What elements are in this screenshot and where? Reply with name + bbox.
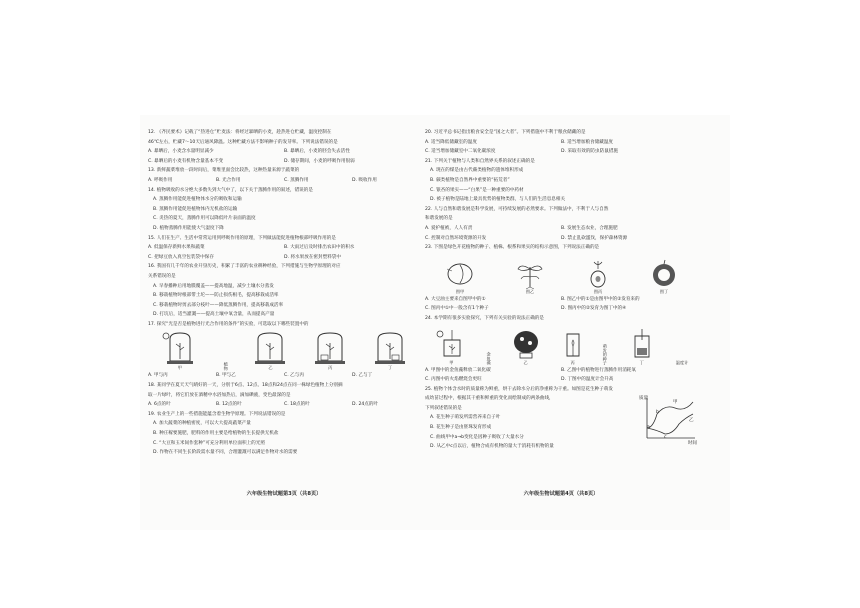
q25-option-d: D. 从乙中c点以后，植物合成有机物的量大于消耗有机物的量 xyxy=(430,444,554,450)
q24-note-thermometer-wrap xyxy=(676,360,689,365)
q24-option-a: A. 甲图中的金鱼藻释放二氧化碳 xyxy=(425,367,491,373)
q22-option-a: A. 爱护植被，人人有责 xyxy=(425,225,473,231)
q23-option-d: D. 图丙中的②发育为图丁中的④ xyxy=(561,306,627,312)
q25-stem-2: 成幼苗过程中，根据其干重和鲜重的变化而绘制成的两条曲线， xyxy=(425,396,554,402)
q25-graph-xlabel: 时间 xyxy=(687,441,697,447)
q25-stem-3: 下列叙述错误的是 xyxy=(425,405,462,411)
q24-option-c: C. 丙图中的火焰燃烧会更旺 xyxy=(425,377,482,383)
q16-option-a: A. 早春播种后用地膜覆盖——提高地温，减少土壤水分蒸发 xyxy=(153,283,274,289)
right-column xyxy=(425,128,697,452)
q23-label-jia: 图甲 xyxy=(455,288,465,294)
q18-stem-1: 18. 某同学在夏天天气晴好的一天，分别于6点、12点、18点和24点在同一株绿色植物上分别摘 xyxy=(148,383,343,389)
q19-option-b: B. 种庄稼要施肥，肥料的作用主要是给植物的生长提供无机盐 xyxy=(153,431,279,437)
q14-stem: 14. 植物吸收的水分绝大多数失到大气中了，以下关于蒸腾作用的叙述，错误的是 xyxy=(148,187,313,193)
q24-label-bing: 丙 xyxy=(570,359,575,365)
q23-plant-figure xyxy=(513,259,547,294)
q25-point-a: a xyxy=(647,425,650,431)
q12-stem-2: 46℃左右，贮藏7～10天后通风降温。这种贮藏方法不影响种子的发芽率。下列说法错误的是 xyxy=(148,139,338,145)
q25-text xyxy=(425,394,639,452)
q23-stem: 23. 下图是绿色开花植物的种子、植株、根系和果实的结构示意图，下列说法正确的是 xyxy=(425,245,600,251)
q13-option-b: B. 光合作用 xyxy=(216,177,241,183)
q25-body xyxy=(425,394,697,452)
q25-option-b: B. 花生种子是由胚珠发育形成 xyxy=(430,425,492,431)
q25-curve-label-yi: 乙 xyxy=(689,418,694,424)
q12-option-c: C. 暴晒后的小麦有机物含量基本不变 xyxy=(148,158,224,164)
q23-options-row xyxy=(425,304,697,314)
q19-stem: 19. 农业生产上的一些措施能蕴含着生物学原理。下列说法错误的是 xyxy=(148,411,286,417)
seed-icon xyxy=(443,259,477,289)
q23-label-yi: 图乙 xyxy=(525,288,535,294)
q25-curve-label-jia: 甲 xyxy=(673,400,678,406)
q17-options-row xyxy=(148,371,420,381)
q20-options-row xyxy=(425,138,697,148)
q12-option-b: B. 暴晒后，小麦的胚会失去活性 xyxy=(284,149,350,155)
exam-sheet xyxy=(140,115,730,530)
q15-stem: 15. 人们在生产、生活中常常运用到呼吸作用的原理，下列做法能促进植物根部呼吸作用的是 xyxy=(148,235,336,241)
q21-option-b: B. 蕨类植物是自然界中重要的“拓荒者” xyxy=(430,177,510,183)
q24-options-row xyxy=(425,366,697,376)
q24-figure-ding xyxy=(625,328,659,365)
q16-option-c: C. 移栽植物时剪去部分枝叶——降低蒸腾作用，提高移栽成活率 xyxy=(153,302,284,308)
bell-jar-icon xyxy=(160,331,200,365)
q18-option-d: D. 24点的叶 xyxy=(352,402,379,408)
q18-option-a: A. 6点的叶 xyxy=(148,402,171,408)
q25-option-c: C. 曲线甲中a→b变化是因种子吸收了大量水分 xyxy=(430,434,524,440)
q17-label-jia: 甲 xyxy=(177,365,182,371)
bell-jar-icon xyxy=(252,331,288,365)
q20-option-a: A. 适当降低储藏室的温度 xyxy=(425,139,477,145)
q12-stem-1: 12. 《齐民要术》记载了“热进仓”贮麦法：将经过暴晒的小麦，趁热进仓贮藏，温度控制在 xyxy=(148,130,332,135)
q23-option-a: A. 大豆油主要来自图甲中的① xyxy=(425,296,486,302)
q24-label-ding: 丁 xyxy=(639,359,644,365)
q16-stem-1: 16. 我国有几千年的农业开垦历史，积累了丰富的农业耕种经验，下列措施与生物学原理的对应 xyxy=(148,264,341,270)
beaker-aquatic-plant-icon xyxy=(434,328,470,360)
q12-options-row xyxy=(148,147,420,157)
q19-option-a: A. 加大蔬菜的种植密度，可以大大提高蔬菜产量 xyxy=(153,421,251,427)
q17-label-bing: 丙 xyxy=(328,365,333,371)
q24-note-seeds-wrap xyxy=(603,344,608,365)
q15-option-c: C. 把绿豆放入真空包装袋中保存 xyxy=(148,254,214,260)
fruit-icon xyxy=(649,259,679,289)
curve-yi xyxy=(647,414,693,434)
q24-figure-bing xyxy=(560,328,586,365)
q25-point-b: b xyxy=(656,410,659,416)
q13-option-c: C. 蒸腾作用 xyxy=(284,177,309,183)
q22-option-b: B. 发展生态农业，合理施肥 xyxy=(561,225,618,231)
q19-option-c: C. “大豆和玉米间作套种”可充分利用单位面积上的光照 xyxy=(153,440,265,446)
q23-option-c: C. 图丙中①中一般含有1个种子 xyxy=(425,306,489,312)
q18-option-c: C. 18点的叶 xyxy=(284,402,310,408)
q25-graph-ylabel: 质量 xyxy=(639,396,649,402)
q16-stem-2: 关系错误的是 xyxy=(148,273,176,279)
q15-options-row xyxy=(148,253,420,263)
q17-plant-note: 植物 xyxy=(223,362,229,371)
q23-fruit-figure xyxy=(649,259,679,294)
q23-option-b: B. 图乙中的①是由图甲中的②发育来的 xyxy=(561,296,640,302)
q14-option-d: D. 植物蒸腾作用能使大气湿度下降 xyxy=(153,225,224,231)
q24-note-thermometer: 温度计 xyxy=(675,359,689,365)
q24-option-b: B. 乙图中的植物进行蒸腾作用消耗氧 xyxy=(561,367,636,373)
q25-stem-1: 25. 植物个体含水时的质量称为鲜重，烘干去除水分后的净重称为干重。如图是花生种子萌发 xyxy=(425,386,613,392)
q24-option-d: D. 丁图中的温度计会升高 xyxy=(561,377,614,383)
q22-option-d: D. 禁止乱砍滥伐，保护森林资源 xyxy=(561,235,628,241)
q17-apparatus-yi xyxy=(252,331,288,370)
q17-figure xyxy=(148,330,420,370)
q23-flower-figure xyxy=(583,259,613,294)
q24-stem: 24. 本学期有很多实验探究，下列有关实验的说法正确的是 xyxy=(425,315,545,321)
bell-jar-icon xyxy=(312,331,348,365)
q15-option-a: A. 低温保存新鲜水果和蔬菜 xyxy=(148,245,205,251)
q25-option-a: A. 花生种子萌发所需营养来自子叶 xyxy=(430,415,501,421)
flower-pistil-icon xyxy=(583,259,613,289)
q12-option-a: A. 暴晒后，小麦含水量明显减少 xyxy=(148,149,214,155)
q15-option-d: D. 将水果放在密封塑料袋中 xyxy=(284,254,341,260)
q20-options-row xyxy=(425,147,697,157)
bell-jar-icon xyxy=(372,331,408,365)
q17-label-ding: 丁 xyxy=(387,365,393,371)
q23-label-ding: 图丁 xyxy=(659,288,669,294)
q17-option-d: D. 乙与丁 xyxy=(352,373,373,379)
q13-option-d: D. 吸收作用 xyxy=(352,177,377,183)
q16-option-d: D. 打坑后，适当灌溉——提高土壤中氧含量，从而提高产量 xyxy=(153,312,275,318)
q24-note-aquatic-wrap xyxy=(487,352,492,365)
page-footer-right: 六年级生物试题第4页（共8页） xyxy=(523,491,599,497)
q24-note-aquatic: 金鱼藻 xyxy=(486,351,492,365)
q12-options-row xyxy=(148,157,420,167)
q17-apparatus-bing xyxy=(312,331,348,370)
q17-option-a: A. 甲与丙 xyxy=(148,373,168,379)
q22-stem-2: 和谐发展的是 xyxy=(425,216,453,222)
thermos-thermometer-icon xyxy=(625,328,659,360)
q24-label-jia: 甲 xyxy=(449,359,454,365)
q21-option-a: A. 现在的煤是由古代蕨类植物的遗体堆积形成 xyxy=(430,168,524,174)
q20-option-b: B. 适当增加粮食储藏温度 xyxy=(561,139,614,145)
q17-apparatus-jia xyxy=(160,331,200,370)
q18-stem-2: 取一片绿叶，将它们放在酒精中水浴加热后，滴加碘液，变色最深的是 xyxy=(148,392,291,398)
q24-figure-yi xyxy=(509,328,543,365)
q20-option-c: C. 适当增加储藏室中二氧化碳浓度 xyxy=(425,149,496,155)
q13-stem: 13. 新鲜蔬菜堆放一段时间后，菜堆里面会比较热，这种热量来源于蔬菜的 xyxy=(148,168,300,174)
q12-option-d: D. 储存期间，小麦的呼吸作用很弱 xyxy=(284,158,355,164)
jar-candle-icon xyxy=(560,328,586,360)
q25-graph xyxy=(639,394,697,452)
q15-options-row xyxy=(148,243,420,253)
q14-option-c: C. 炎热的夏天，蒸腾作用可以降低叶片表面的温度 xyxy=(153,216,256,222)
q23-label-bing: 图丙 xyxy=(593,288,603,294)
q21-option-d: D. 被子植物是陆地上最具优势的植物类群，与人们的生活息息相关 xyxy=(430,197,566,203)
q17-stem: 17. 探究“光是否是植物进行光合作用的条件”的实验，可选取以下哪些装置中的 xyxy=(148,321,309,327)
q14-option-b: B. 蒸腾作用能促进植物体内无机盐的运输 xyxy=(153,206,238,212)
q22-options-row xyxy=(425,234,697,244)
q16-option-b: B. 移栽植物时根部带土坨——防止损伤根毛，提高移栽成活率 xyxy=(153,293,279,299)
curve-jia xyxy=(647,402,693,428)
q24-figure-jia xyxy=(434,328,470,365)
q22-options-row xyxy=(425,224,697,234)
q17-option-c: C. 乙与丙 xyxy=(284,373,304,379)
bagged-plant-icon xyxy=(509,328,543,360)
q15-option-b: B. 大雨过后及时排出农田中的积水 xyxy=(284,245,355,251)
q19-option-d: D. 作物在不同生长阶段需水量不同，合理灌溉可以满足作物对水的需要 xyxy=(153,450,298,456)
q18-options-row xyxy=(148,400,420,410)
q17-label-yi: 乙 xyxy=(268,365,273,371)
q21-stem: 21. 下列关于植物与人类和自然界关系的叙述正确的是 xyxy=(425,158,535,164)
q18-option-b: B. 12点的叶 xyxy=(216,402,242,408)
q25-point-c: c xyxy=(664,435,667,441)
q24-note-seeds: 萌发的种子 xyxy=(602,343,608,365)
q24-figure xyxy=(425,325,697,365)
q14-option-a: A. 蒸腾作用能促进植物体水分的吸收和运输 xyxy=(153,197,242,203)
q24-options-row xyxy=(425,375,697,385)
q17-plant-note-wrap xyxy=(224,362,229,370)
q23-seed-figure xyxy=(443,259,477,294)
q22-stem-1: 22. 人与自然和谐发展是科学发展，可持续发展的必然要求。下列做法中，不利于人与自然 xyxy=(425,206,609,212)
seedling-icon xyxy=(513,259,547,289)
q24-label-yi: 乙 xyxy=(523,359,528,365)
q17-option-b: B. 甲与乙 xyxy=(216,373,236,379)
q20-stem: 20. 习近平总书记指出粮食安全是“国之大者”。下列措施中不利于粮食储藏的是 xyxy=(425,130,586,135)
q23-options-row xyxy=(425,295,697,305)
q17-apparatus-ding xyxy=(372,331,408,370)
left-column xyxy=(148,128,420,458)
q20-option-d: D. 采取有效的防虫防鼠措施 xyxy=(561,149,618,155)
q21-option-c: C. 银杏的果实——“白果”是一种重要的中药材 xyxy=(430,187,524,193)
q22-option-c: C. 控制对自然环境资源的开发 xyxy=(425,235,487,241)
q13-option-a: A. 呼吸作用 xyxy=(148,177,173,183)
q13-options-row xyxy=(148,176,420,186)
page-footer-left: 六年级生物试题第3页（共8页） xyxy=(246,491,322,497)
q23-figure xyxy=(425,254,697,294)
